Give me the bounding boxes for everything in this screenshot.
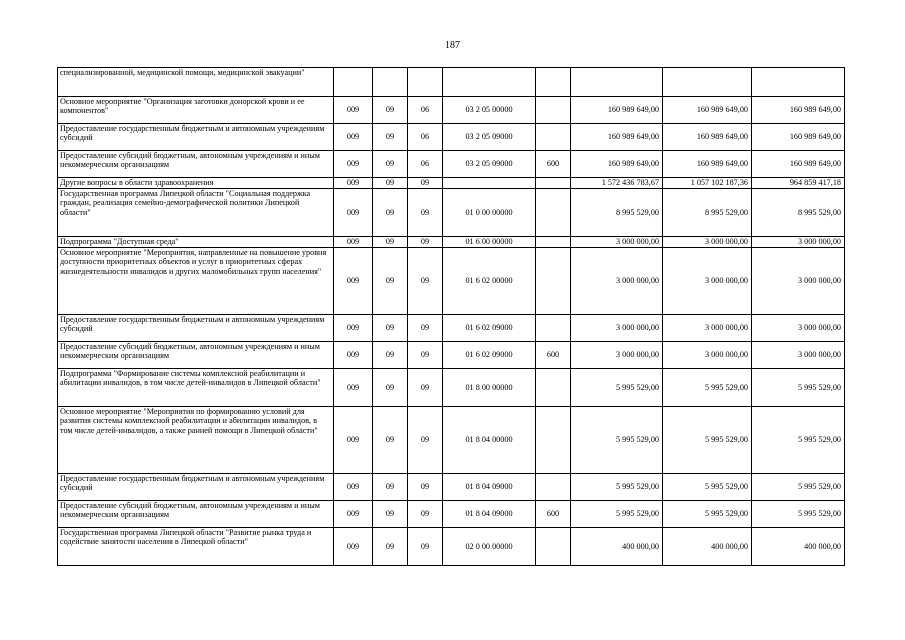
code-vr	[536, 97, 571, 124]
code-csr: 01 6 02 00000	[443, 248, 536, 315]
row-name: Государственная программа Липецкой области "Социальная поддержка граждан, реализация семейно-демографической политики Липецкой области"	[58, 189, 334, 237]
code-vr	[536, 315, 571, 342]
sum-2020: 5 995 529,00	[663, 501, 752, 528]
table-row	[58, 528, 845, 566]
code-ved: 009	[334, 315, 373, 342]
code-csr	[443, 178, 536, 189]
code-vr	[536, 237, 571, 248]
code-ved: 009	[334, 97, 373, 124]
table-row	[58, 151, 845, 178]
sum-2021: 3 000 000,00	[752, 342, 845, 369]
row-name: Государственная программа Липецкой области "Развитие рынка труда и содействие занятости населения в Липецкой области"	[58, 528, 334, 566]
code-vr	[536, 474, 571, 501]
code-rz: 09	[373, 189, 408, 237]
code-rz: 09	[373, 178, 408, 189]
code-vr	[536, 68, 571, 97]
code-csr: 01 0 00 00000	[443, 189, 536, 237]
code-rz	[373, 68, 408, 97]
row-name: Предоставление субсидий бюджетным, автономным учреждениям и иным некоммерческим организациям	[58, 151, 334, 178]
sum-2021	[752, 68, 845, 97]
sum-2019: 5 995 529,00	[571, 501, 663, 528]
code-rz: 09	[373, 248, 408, 315]
sum-2019: 5 995 529,00	[571, 407, 663, 474]
code-vr: 600	[536, 151, 571, 178]
sum-2020: 5 995 529,00	[663, 407, 752, 474]
code-rz: 09	[373, 474, 408, 501]
sum-2019: 8 995 529,00	[571, 189, 663, 237]
sum-2019: 3 000 000,00	[571, 248, 663, 315]
table-row	[58, 407, 845, 474]
sum-2021: 964 859 417,18	[752, 178, 845, 189]
code-vr	[536, 248, 571, 315]
code-vr	[536, 528, 571, 566]
code-ved: 009	[334, 369, 373, 407]
code-csr: 01 6 02 09000	[443, 315, 536, 342]
code-ved: 009	[334, 237, 373, 248]
code-csr: 03 2 05 09000	[443, 124, 536, 151]
sum-2019: 3 000 000,00	[571, 237, 663, 248]
code-csr: 02 0 00 00000	[443, 528, 536, 566]
sum-2020: 3 000 000,00	[663, 248, 752, 315]
code-pr: 09	[408, 342, 443, 369]
code-ved: 009	[334, 248, 373, 315]
table-row	[58, 237, 845, 248]
sum-2019: 3 000 000,00	[571, 342, 663, 369]
row-name: Основное мероприятие "Организация заготовки донорской крови и ее компонентов"	[58, 97, 334, 124]
sum-2021: 3 000 000,00	[752, 315, 845, 342]
sum-2021: 5 995 529,00	[752, 369, 845, 407]
code-rz: 09	[373, 369, 408, 407]
row-name: Основное мероприятие "Мероприятия по формированию условий для развития системы комплексной реабилитации и абилитации инвалидов, в том числе детей-инвалидов, а также ранней помощи в Липецкой области"	[58, 407, 334, 474]
code-ved: 009	[334, 124, 373, 151]
code-ved: 009	[334, 342, 373, 369]
table-row	[58, 501, 845, 528]
table-row	[58, 97, 845, 124]
sum-2019: 160 989 649,00	[571, 124, 663, 151]
code-ved	[334, 68, 373, 97]
sum-2020: 160 989 649,00	[663, 124, 752, 151]
row-name: Предоставление субсидий бюджетным, автономным учреждениям и иным некоммерческим организациям	[58, 342, 334, 369]
code-vr	[536, 407, 571, 474]
sum-2021: 5 995 529,00	[752, 501, 845, 528]
code-pr: 09	[408, 178, 443, 189]
code-csr: 01 6 00 00000	[443, 237, 536, 248]
budget-table	[57, 67, 845, 566]
sum-2021: 400 000,00	[752, 528, 845, 566]
code-pr: 09	[408, 315, 443, 342]
code-vr: 600	[536, 342, 571, 369]
sum-2019: 160 989 649,00	[571, 97, 663, 124]
sum-2020	[663, 68, 752, 97]
code-pr: 09	[408, 474, 443, 501]
code-pr: 09	[408, 369, 443, 407]
code-pr: 06	[408, 151, 443, 178]
row-name: Предоставление государственным бюджетным и автономным учреждениям субсидий	[58, 474, 334, 501]
sum-2020: 160 989 649,00	[663, 151, 752, 178]
sum-2020: 400 000,00	[663, 528, 752, 566]
code-vr: 600	[536, 501, 571, 528]
table-row	[58, 189, 845, 237]
code-rz: 09	[373, 315, 408, 342]
table-row	[58, 124, 845, 151]
code-pr: 09	[408, 528, 443, 566]
code-pr	[408, 68, 443, 97]
sum-2021: 5 995 529,00	[752, 474, 845, 501]
code-vr	[536, 189, 571, 237]
sum-2020: 3 000 000,00	[663, 342, 752, 369]
table-row	[58, 342, 845, 369]
sum-2020: 3 000 000,00	[663, 315, 752, 342]
sum-2021: 160 989 649,00	[752, 124, 845, 151]
row-name: Предоставление субсидий бюджетным, автономным учреждениям и иным некоммерческим организациям	[58, 501, 334, 528]
table-row	[58, 248, 845, 315]
row-name: Другие вопросы в области здравоохранения	[58, 178, 334, 189]
code-rz: 09	[373, 407, 408, 474]
code-pr: 09	[408, 407, 443, 474]
code-ved: 009	[334, 189, 373, 237]
sum-2019	[571, 68, 663, 97]
table-row	[58, 68, 845, 97]
code-pr: 06	[408, 97, 443, 124]
sum-2019: 5 995 529,00	[571, 474, 663, 501]
sum-2021: 5 995 529,00	[752, 407, 845, 474]
sum-2019: 5 995 529,00	[571, 369, 663, 407]
code-rz: 09	[373, 501, 408, 528]
code-pr: 09	[408, 501, 443, 528]
sum-2021: 8 995 529,00	[752, 189, 845, 237]
sum-2021: 3 000 000,00	[752, 237, 845, 248]
table-row	[58, 369, 845, 407]
code-csr: 03 2 05 09000	[443, 151, 536, 178]
code-ved: 009	[334, 528, 373, 566]
row-name: Подпрограмма "Формирование системы комплексной реабилитации и абилитации инвалидов, в том числе детей-инвалидов в Липецкой области"	[58, 369, 334, 407]
row-name: специализированной, медицинской помощи, медицинской эвакуации"	[58, 68, 334, 97]
sum-2019: 1 572 436 783,67	[571, 178, 663, 189]
table-row	[58, 474, 845, 501]
code-pr: 09	[408, 189, 443, 237]
code-csr: 03 2 05 00000	[443, 97, 536, 124]
code-csr: 01 8 04 00000	[443, 407, 536, 474]
row-name: Основное мероприятие "Мероприятия, направленные на повышение уровня доступности приоритетных объектов и услуг в приоритетных сферах жизнедеятельности инвалидов и других маломобильных групп населения"	[58, 248, 334, 315]
row-name: Предоставление государственным бюджетным и автономным учреждениям субсидий	[58, 124, 334, 151]
code-ved: 009	[334, 407, 373, 474]
sum-2020: 5 995 529,00	[663, 369, 752, 407]
sum-2019: 400 000,00	[571, 528, 663, 566]
row-name: Предоставление государственным бюджетным и автономным учреждениям субсидий	[58, 315, 334, 342]
code-rz: 09	[373, 237, 408, 248]
code-rz: 09	[373, 97, 408, 124]
code-csr: 01 8 04 09000	[443, 501, 536, 528]
code-csr: 01 8 04 09000	[443, 474, 536, 501]
sum-2020: 5 995 529,00	[663, 474, 752, 501]
code-ved: 009	[334, 474, 373, 501]
code-csr: 01 6 02 09000	[443, 342, 536, 369]
page-number: 187	[445, 40, 460, 51]
code-rz: 09	[373, 151, 408, 178]
code-vr	[536, 124, 571, 151]
code-csr	[443, 68, 536, 97]
code-rz: 09	[373, 528, 408, 566]
sum-2021: 3 000 000,00	[752, 248, 845, 315]
code-csr: 01 8 00 00000	[443, 369, 536, 407]
code-pr: 06	[408, 124, 443, 151]
code-pr: 09	[408, 248, 443, 315]
table-row	[58, 315, 845, 342]
sum-2020: 3 000 000,00	[663, 237, 752, 248]
code-vr	[536, 178, 571, 189]
sum-2019: 3 000 000,00	[571, 315, 663, 342]
sum-2020: 8 995 529,00	[663, 189, 752, 237]
code-rz: 09	[373, 124, 408, 151]
code-rz: 09	[373, 342, 408, 369]
sum-2020: 1 057 102 187,36	[663, 178, 752, 189]
code-pr: 09	[408, 237, 443, 248]
code-ved: 009	[334, 151, 373, 178]
sum-2020: 160 989 649,00	[663, 97, 752, 124]
sum-2021: 160 989 649,00	[752, 97, 845, 124]
code-ved: 009	[334, 501, 373, 528]
sum-2021: 160 989 649,00	[752, 151, 845, 178]
code-vr	[536, 369, 571, 407]
table-row	[58, 178, 845, 189]
row-name: Подпрограмма "Доступная среда"	[58, 237, 334, 248]
code-ved: 009	[334, 178, 373, 189]
sum-2019: 160 989 649,00	[571, 151, 663, 178]
